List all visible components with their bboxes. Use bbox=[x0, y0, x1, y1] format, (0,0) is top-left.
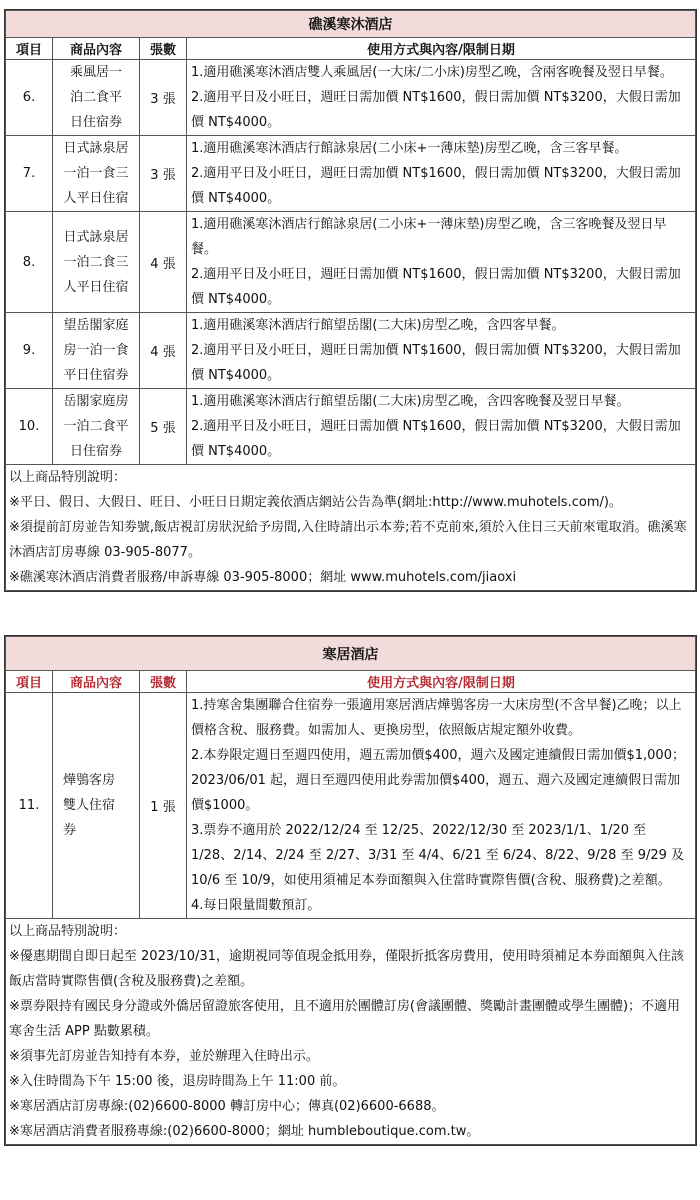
hotel-section-muhotel bbox=[4, 9, 697, 592]
usage-terms bbox=[187, 136, 696, 212]
usage-terms bbox=[187, 60, 696, 136]
table-header-row bbox=[6, 671, 696, 693]
col-header-name: 商品內容 bbox=[53, 671, 140, 693]
product-name-line: 泊二食平 bbox=[69, 90, 122, 105]
note-line: ※須事先訂房並告知持有本券，並於辦理入住時出示。 bbox=[9, 1049, 319, 1064]
usage-term-item: 1.適用礁溪寒沐酒店行館望岳閣(二大床)房型乙晚，含四客晚餐及翌日早餐。 bbox=[191, 394, 630, 409]
col-header-no: 項目 bbox=[6, 38, 53, 60]
item-number: 9. bbox=[6, 313, 53, 389]
product-name-line: 人平日住宿 bbox=[63, 279, 129, 295]
note-line: 以上商品特別說明： bbox=[9, 924, 127, 939]
product-name bbox=[53, 212, 140, 313]
product-name-line: 乘風居一 bbox=[69, 65, 122, 80]
col-header-no: 項目 bbox=[6, 671, 53, 693]
product-table bbox=[5, 10, 696, 591]
table-row bbox=[6, 313, 696, 389]
product-name-line: 一泊二食平 bbox=[63, 419, 129, 434]
usage-term-item: 1.適用礁溪寒沐酒店行館望岳閣(二大床)房型乙晚，含四客早餐。 bbox=[191, 318, 565, 333]
usage-term-item: 1.適用礁溪寒沐酒店行館詠泉居(二小床+一薄床墊)房型乙晚，含三客晚餐及翌日早餐。 bbox=[191, 217, 667, 257]
product-name-line: 望岳閣家庭 bbox=[63, 318, 129, 333]
product-name-line: 券 bbox=[63, 823, 77, 838]
product-name bbox=[53, 136, 140, 212]
note-line: 以上商品特別說明： bbox=[9, 470, 127, 485]
product-name-line: 燁鴞客房 bbox=[63, 773, 116, 788]
ticket-quantity: 4 張 bbox=[140, 313, 187, 389]
usage-term-item: 2.適用平日及小旺日，週旺日需加價 NT$1600，假日需加價 NT$3200，大假日需加價 NT$4000。 bbox=[191, 419, 681, 459]
usage-term-item: 1.適用礁溪寒沐酒店行館詠泉居(二小床+一薄床墊)房型乙晚，含三客早餐。 bbox=[191, 141, 628, 156]
note-line: ※優惠期間自即日起至 2023/10/31，逾期視同等值現金抵用券，僅限折抵客房費用，使用時須補足本券面額與入住該飯店當時實際售價(含稅及服務費)之差額。 bbox=[9, 949, 684, 989]
col-header-qty: 張數 bbox=[140, 671, 187, 693]
col-header-qty: 張數 bbox=[140, 38, 187, 60]
col-header-usage: 使用方式與內容/限制日期 bbox=[187, 671, 696, 693]
table-row bbox=[6, 60, 696, 136]
note-line: ※須提前訂房並告知劵號,飯店視訂房狀況給予房間,入住時請出示本劵;若不克前來,須於入住日三天前來電取消。礁溪寒沐酒店訂房專線 03-905-8077。 bbox=[9, 520, 687, 560]
item-number: 8. bbox=[6, 212, 53, 313]
usage-terms bbox=[187, 313, 696, 389]
note-line: ※入住時間為下午 15:00 後，退房時間為上午 11:00 前。 bbox=[9, 1074, 346, 1089]
product-name-line: 岳閣家庭房 bbox=[63, 394, 129, 409]
table-row bbox=[6, 212, 696, 313]
notes bbox=[6, 465, 696, 591]
usage-terms bbox=[187, 693, 696, 919]
ticket-quantity: 5 張 bbox=[140, 389, 187, 465]
section-title: 礁溪寒沐酒店 bbox=[6, 11, 696, 38]
usage-term-item: 2.適用平日及小旺日，週旺日需加價 NT$1600，假日需加價 NT$3200，大假日需加價 NT$4000。 bbox=[191, 343, 681, 383]
product-table bbox=[5, 636, 696, 1145]
product-name-line: 一泊二食三 bbox=[63, 254, 129, 270]
product-name bbox=[53, 389, 140, 465]
usage-term-item: 2.適用平日及小旺日，週旺日需加價 NT$1600，假日需加價 NT$3200，大假日需加價 NT$4000。 bbox=[191, 267, 681, 307]
ticket-quantity: 3 張 bbox=[140, 60, 187, 136]
item-number: 11. bbox=[6, 693, 53, 919]
col-header-usage: 使用方式與內容/限制日期 bbox=[187, 38, 696, 60]
table-row bbox=[6, 136, 696, 212]
usage-term-item: 2.適用平日及小旺日，週旺日需加價 NT$1600，假日需加價 NT$3200，大假日需加價 NT$4000。 bbox=[191, 166, 681, 206]
usage-term-item: 1.適用礁溪寒沐酒店雙人乘風居(一大床/二小床)房型乙晚，含兩客晚餐及翌日早餐。 bbox=[191, 65, 673, 80]
product-name-line: 人平日住宿 bbox=[63, 191, 129, 206]
product-name-line: 平日住宿券 bbox=[63, 368, 129, 383]
usage-terms bbox=[187, 212, 696, 313]
usage-term-item: 2.本券限定週日至週四使用，週五需加價$400，週六及國定連續假日需加價$1,000；2023/06/01 起，週日至週四使用此券需加價$400，週五、週六及國定連續假日需加價$1000。 bbox=[191, 748, 685, 813]
item-number: 10. bbox=[6, 389, 53, 465]
product-name-line: 一泊一食三 bbox=[63, 166, 129, 181]
product-name bbox=[53, 693, 140, 919]
product-name-line: 日式詠泉居 bbox=[63, 229, 129, 245]
product-name bbox=[53, 60, 140, 136]
ticket-quantity: 3 張 bbox=[140, 136, 187, 212]
table-row bbox=[6, 693, 696, 919]
product-name-line: 日式詠泉居 bbox=[63, 141, 129, 156]
product-name-line: 雙人住宿 bbox=[63, 798, 116, 813]
notes bbox=[6, 919, 696, 1145]
product-name-line: 日住宿券 bbox=[69, 115, 122, 130]
section-title: 寒居酒店 bbox=[6, 637, 696, 671]
item-number: 7. bbox=[6, 136, 53, 212]
hotel-section-humble bbox=[4, 635, 697, 1146]
product-name-line: 房一泊一食 bbox=[63, 343, 129, 358]
col-header-name: 商品內容 bbox=[53, 38, 140, 60]
note-line: ※寒居酒店消費者服務專線:(02)6600-8000；網址 humbleboutique.com.tw。 bbox=[9, 1124, 480, 1139]
note-line: ※票券限持有國民身分證或外僑居留證旅客使用，且不適用於團體訂房(會議團體、獎勵計畫團體或學生團體)；不適用寒舍生活 APP 點數累積。 bbox=[9, 999, 681, 1039]
product-name-line: 日住宿券 bbox=[69, 444, 122, 459]
item-number: 6. bbox=[6, 60, 53, 136]
usage-term-item: 2.適用平日及小旺日，週旺日需加價 NT$1600，假日需加價 NT$3200，大假日需加價 NT$4000。 bbox=[191, 90, 681, 130]
usage-term-item: 3.票券不適用於 2022/12/24 至 12/25、2022/12/30 至 2023/1/1、1/20 至 1/28、2/14、2/24 至 2/27、3/31 至 4/4、6/21 至 6/24、8/22、9/28 至 9/29 及 10/6 至 10/9，如使用須補足本券面額與入住當時實際售價(含稅、服務費)之差額。 bbox=[191, 823, 685, 888]
table-row bbox=[6, 389, 696, 465]
product-name bbox=[53, 313, 140, 389]
ticket-quantity: 4 張 bbox=[140, 212, 187, 313]
table-header-row bbox=[6, 38, 696, 60]
usage-terms bbox=[187, 389, 696, 465]
ticket-quantity: 1 張 bbox=[140, 693, 187, 919]
note-line: ※平日、假日、大假日、旺日、小旺日日期定義依酒店網站公告為準(網址:http://www.muhotels.com/)。 bbox=[9, 495, 622, 510]
note-line: ※礁溪寒沐酒店消費者服務/申訴專線 03-905-8000；網址 www.muhotels.com/jiaoxi bbox=[9, 570, 517, 585]
usage-term-item: 4.每日限量間數預訂。 bbox=[191, 898, 321, 913]
note-line: ※寒居酒店訂房專線:(02)6600-8000 轉訂房中心；傳真(02)6600-6688。 bbox=[9, 1099, 445, 1114]
usage-term-item: 1.持寒舍集團聯合住宿券一張適用寒居酒店燁鴞客房一大床房型(不含早餐)乙晚；以上價格含稅、服務費。如需加人、更換房型，依照飯店規定額外收費。 bbox=[191, 698, 682, 738]
